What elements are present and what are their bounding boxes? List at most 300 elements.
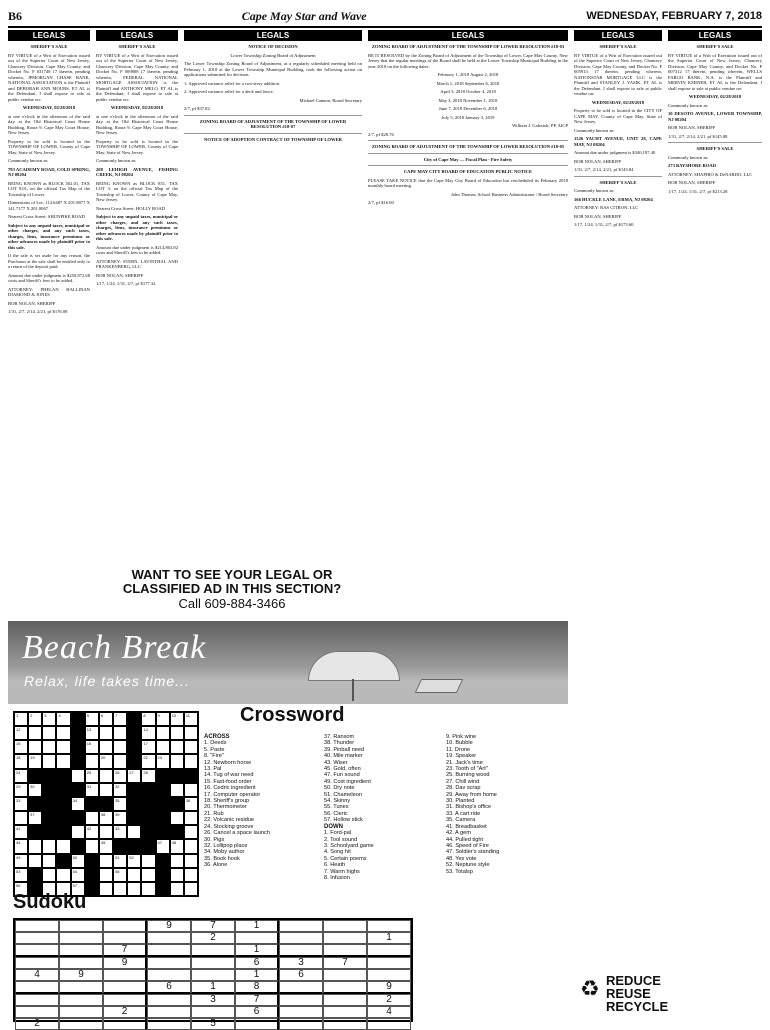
crossword-cell[interactable] xyxy=(85,740,99,754)
sudoku-cell: 4 xyxy=(367,1006,411,1018)
crossword-cell[interactable] xyxy=(113,769,127,783)
notice-title: ZONING BOARD OF ADJUSTMENT OF THE TOWNSHIP OF LOWER RESOLUTION #18-05 xyxy=(371,144,565,149)
umbrella-icon xyxy=(308,651,400,681)
beach-break-banner xyxy=(8,621,568,704)
publication-fee: 1/31, 2/7, 2/14, 2/21, pf $176.08 xyxy=(8,309,68,314)
sudoku-cell[interactable] xyxy=(15,1006,59,1018)
meeting-date: May 3, 2018 November 1, 2018 xyxy=(438,97,498,103)
crossword-cell[interactable] xyxy=(14,825,28,839)
crossword-cell[interactable] xyxy=(28,754,42,768)
clue-number: 14 xyxy=(143,727,148,733)
crossword-cell[interactable] xyxy=(85,754,99,768)
attorney: ATTORNEY: STERN, LAVINTHAL AND FRANKENBERG, LLC xyxy=(96,258,178,269)
crossword-black-square xyxy=(141,839,155,853)
sudoku-cell[interactable] xyxy=(191,957,235,969)
crossword-black-square xyxy=(56,825,70,839)
notice-paragraph: BY VIRTUE of a Writ of Execution issued out of the Superior Court of New Jersey, Chancery Division, Cape May County, and Docket No. F 007312 17 therein, pending wherein, WELLS FARGO BANK, N.A. is the Plaintiff and MERVIN KERNER, ET AL is the Defendant, I shall expose to sale at public vendue on: xyxy=(668,52,762,91)
crossword-cell[interactable] xyxy=(127,868,141,882)
property-address: 10 DESOTO AVENUE, LOWER TOWNSHIP, NJ 08204 xyxy=(668,111,762,122)
crossword-cell[interactable] xyxy=(99,740,113,754)
across-clue: 22. Volcanic residue xyxy=(204,817,255,824)
across-clue: 54. Skinny xyxy=(324,798,351,805)
crossword-black-square xyxy=(141,825,155,839)
crossword-black-square xyxy=(127,797,141,811)
crossword-black-square xyxy=(170,825,184,839)
sudoku-cell[interactable] xyxy=(279,1006,323,1018)
crossword-cell[interactable] xyxy=(71,825,85,839)
clue-number: 41 xyxy=(16,826,21,832)
sudoku-cell: 4 xyxy=(15,969,59,981)
clue-number: 23 xyxy=(157,755,162,761)
crossword-cell[interactable] xyxy=(85,783,99,797)
crossword-cell[interactable] xyxy=(85,726,99,740)
crossword-cell[interactable] xyxy=(184,882,198,896)
across-clue: 8. "Fire" xyxy=(204,753,224,760)
sudoku-cell: 6 xyxy=(147,981,191,994)
crossword-cell[interactable] xyxy=(184,839,198,853)
crossword-black-square xyxy=(28,868,42,882)
crossword-cell[interactable] xyxy=(184,825,198,839)
masthead: Cape May Star and Wave xyxy=(241,8,367,23)
crossword-cell[interactable] xyxy=(99,783,113,797)
notice-paragraph: PLEASE TAKE NOTICE that the Cape May City Board of Education has rescheduled its February 2018 monthly board meeting. xyxy=(368,177,568,188)
notice-paragraph: Amount due under judgment is $250,872.68 costs and Sheriff's fees to be added. xyxy=(8,272,90,283)
legals-column-1 xyxy=(8,30,90,575)
notice-paragraph: Dimensions of Lot: 114.6487 X 201.8877 X 141.7177 X 201.0067 xyxy=(8,200,90,211)
property-address: 793 ACADEMY ROAD, COLD SPRING, NJ 08204 xyxy=(8,166,90,177)
crossword-black-square xyxy=(127,726,141,740)
clue-list xyxy=(324,734,444,824)
crossword-cell[interactable] xyxy=(184,868,198,882)
sudoku-cell[interactable] xyxy=(147,932,191,944)
clue-number: 48 xyxy=(171,840,177,846)
sudoku-cell[interactable] xyxy=(103,932,147,944)
clue-number: 1 xyxy=(16,713,19,718)
across-clue: 57. Hollow stick xyxy=(324,817,363,824)
crossword-cell[interactable] xyxy=(28,839,42,853)
sudoku-cell[interactable] xyxy=(15,920,59,932)
sudoku-cell[interactable] xyxy=(191,944,235,957)
crossword-cell[interactable] xyxy=(14,797,28,811)
sudoku-cell[interactable] xyxy=(59,920,103,932)
across-clue: 55. Tunes xyxy=(324,804,349,811)
crossword-black-square xyxy=(85,797,99,811)
sudoku-cell[interactable] xyxy=(103,994,147,1006)
crossword-cell[interactable] xyxy=(170,754,184,768)
crossword-cell[interactable] xyxy=(113,726,127,740)
crossword-cell[interactable] xyxy=(28,712,42,726)
crossword-cell[interactable] xyxy=(113,740,127,754)
property-address: 273 BAYSHORE ROAD xyxy=(668,163,717,168)
crossword-cell[interactable] xyxy=(42,726,56,740)
crossword-cell[interactable] xyxy=(99,754,113,768)
sudoku-cell: 7 xyxy=(103,944,147,957)
sudoku-cell[interactable] xyxy=(59,932,103,944)
notice-paragraph: Commonly known as: xyxy=(668,102,709,108)
sudoku-cell[interactable] xyxy=(279,994,323,1006)
signature: John Thomas, School Business Administrator / Board Secretary xyxy=(450,191,568,197)
notice-paragraph: BY VIRTUE of a Writ of Execution issued out of the Superior Court of New Jersey, Chancery Division, Cape May County, and Docket No. F 005913 17 therein, pending wherein, NATIONSTAR MORTGAGE LLC is the Plaintiff and STANLEY J. YASIK, ET AL is the Defendant, I shall expose to sale at public vendue on: xyxy=(574,52,662,96)
across-clue: 21. Rub xyxy=(204,810,224,817)
crossword-black-square xyxy=(42,783,56,797)
crossword-cell[interactable] xyxy=(14,740,28,754)
sudoku-cell[interactable] xyxy=(147,957,191,969)
column-header: LEGALS xyxy=(96,30,178,41)
across-clue: 47. Fun sound xyxy=(324,772,360,779)
crossword-cell[interactable] xyxy=(99,839,113,853)
crossword-cell[interactable] xyxy=(42,868,56,882)
divider xyxy=(368,165,568,166)
crossword-cell[interactable] xyxy=(14,854,28,868)
down-clue: 2. Tool sound xyxy=(324,836,358,843)
crossword-cell[interactable] xyxy=(170,726,184,740)
clue-number: 55 xyxy=(115,868,120,874)
crossword-cell[interactable] xyxy=(127,769,141,783)
sudoku-cell[interactable] xyxy=(367,957,411,969)
sudoku-cell[interactable] xyxy=(147,969,191,981)
crossword-cell[interactable] xyxy=(71,797,85,811)
sudoku-cell: 3 xyxy=(279,957,323,969)
crossword-cell[interactable] xyxy=(85,769,99,783)
crossword-cell[interactable] xyxy=(99,854,113,868)
down-clue: 9. Pink wine xyxy=(446,734,477,740)
crossword-cell[interactable] xyxy=(99,825,113,839)
sudoku-cell[interactable] xyxy=(15,932,59,944)
crossword-cell[interactable] xyxy=(99,712,113,726)
crossword-cell[interactable] xyxy=(156,754,170,768)
crossword-cell[interactable] xyxy=(14,769,28,783)
sudoku-cell[interactable] xyxy=(103,981,147,994)
sudoku-cell[interactable] xyxy=(147,994,191,1006)
crossword-cell[interactable] xyxy=(184,712,198,726)
crossword-black-square xyxy=(71,712,85,726)
crossword-cell[interactable] xyxy=(99,769,113,783)
sale-date: WEDNESDAY, 02/28/2018 xyxy=(110,105,164,110)
crossword-cell[interactable] xyxy=(184,811,198,825)
notice-paragraph: If the sale is set aside for any reason, the Purchaser at the sale shall be entitled only to a return of the deposit paid. xyxy=(8,253,90,269)
notice-paragraph: Property to be sold is located in the TOWNSHIP OF LOWER, County of Cape May, State of New Jersey. xyxy=(8,138,90,155)
banner-title: Beach Break xyxy=(22,629,207,666)
sudoku-cell[interactable] xyxy=(323,944,367,957)
crossword-cell[interactable] xyxy=(28,783,42,797)
crossword-cell[interactable] xyxy=(184,783,198,797)
across-clue: 43. Wiser xyxy=(324,759,348,766)
crossword-cell[interactable] xyxy=(127,825,141,839)
sudoku-cell[interactable] xyxy=(147,1018,191,1030)
crossword-cell[interactable] xyxy=(141,740,155,754)
down-clue: 29. Away from home xyxy=(446,791,497,798)
crossword-cell[interactable] xyxy=(113,811,127,825)
sudoku-cell[interactable] xyxy=(103,969,147,981)
sudoku-cell[interactable] xyxy=(323,932,367,944)
crossword-cell[interactable] xyxy=(14,712,28,726)
crossword-cell[interactable] xyxy=(85,811,99,825)
crossword-cell[interactable] xyxy=(113,882,127,896)
property-address: 208 LEHIGH AVENUE, FISHING CREEK, NJ 08204 xyxy=(96,166,178,177)
crossword-cell[interactable] xyxy=(42,854,56,868)
crossword-cell[interactable] xyxy=(85,839,99,853)
crossword-cell[interactable] xyxy=(170,740,184,754)
crossword-cell[interactable] xyxy=(170,783,184,797)
publication-fee: 1/17, 1/24, 1/31, 2/7, pf $213.28 xyxy=(668,188,728,194)
sudoku-cell[interactable] xyxy=(59,994,103,1006)
down-clue: 5. Certain poems xyxy=(324,855,367,862)
crossword-cell[interactable] xyxy=(56,726,70,740)
crossword-cell[interactable] xyxy=(85,712,99,726)
crossword-cell[interactable] xyxy=(99,868,113,882)
crossword-cell[interactable] xyxy=(141,712,155,726)
down-heading: DOWN xyxy=(324,823,343,830)
crossword-cell[interactable] xyxy=(14,868,28,882)
legal-notice-text xyxy=(96,44,178,287)
attorney: ATTORNEY: SHAPIRO & DeNARDO, LLC xyxy=(668,171,753,177)
crossword-cell[interactable] xyxy=(127,882,141,896)
crossword-cell[interactable] xyxy=(141,854,155,868)
across-clue: 36. Alone xyxy=(204,862,228,869)
sudoku-cell[interactable] xyxy=(191,969,235,981)
sudoku-cell: 8 xyxy=(235,981,279,994)
sudoku-cell: 7 xyxy=(235,994,279,1006)
sudoku-cell[interactable] xyxy=(367,944,411,957)
crossword-cell[interactable] xyxy=(71,854,85,868)
sudoku-cell[interactable] xyxy=(323,1018,367,1030)
crossword-cell[interactable] xyxy=(184,754,198,768)
sale-date: WEDNESDAY, 02/28/2018 xyxy=(688,94,742,99)
notice-title: SHERIFF'S SALE xyxy=(696,44,734,49)
clue-number: 32 xyxy=(115,783,120,789)
sudoku-cell[interactable] xyxy=(323,920,367,932)
crossword-cell[interactable] xyxy=(113,783,127,797)
crossword-cell[interactable] xyxy=(141,868,155,882)
sudoku-cell[interactable] xyxy=(15,944,59,957)
crossword-cell[interactable] xyxy=(184,726,198,740)
crossword-cell[interactable] xyxy=(28,740,42,754)
crossword-cell[interactable] xyxy=(141,769,155,783)
crossword-cell[interactable] xyxy=(42,839,56,853)
crossword-cell[interactable] xyxy=(99,882,113,896)
crossword-cell[interactable] xyxy=(170,811,184,825)
sudoku-cell[interactable] xyxy=(15,957,59,969)
sudoku-cell[interactable] xyxy=(103,1018,147,1030)
sudoku-cell[interactable] xyxy=(147,1006,191,1018)
clue-number: 53 xyxy=(16,868,21,874)
property-address: 1526 YACHT AVENUE, UNIT 28, CAPE MAY, NJ 08204 xyxy=(574,136,662,147)
sale-date: WEDNESDAY, 02/28/2018 xyxy=(591,99,645,105)
clue-number: 42 xyxy=(86,826,92,832)
crossword-cell[interactable] xyxy=(42,740,56,754)
across-clue: 39. Pinball need xyxy=(324,746,365,753)
sudoku-cell[interactable] xyxy=(59,944,103,957)
crossword-cell[interactable] xyxy=(71,868,85,882)
publication-fee: 2/7, pf $28.76 xyxy=(368,131,394,137)
down-clue: 53. Totalsp xyxy=(446,868,473,875)
crossword-cell[interactable] xyxy=(113,712,127,726)
sudoku-cell[interactable] xyxy=(323,994,367,1006)
sudoku-cell[interactable] xyxy=(323,1006,367,1018)
down-clue: 28. Dav scrap xyxy=(446,785,481,792)
sudoku-cell[interactable] xyxy=(367,969,411,981)
sudoku-cell[interactable] xyxy=(279,981,323,994)
down-clue: 30. Planted xyxy=(446,798,475,805)
notice-title: City of Cape May — Fiscal Plan - Fire Safety xyxy=(423,156,513,162)
legal-notice-text xyxy=(668,44,762,194)
crossword-cell[interactable] xyxy=(56,754,70,768)
notice-title: SHERIFF'S SALE xyxy=(118,44,156,49)
crossword-cell[interactable] xyxy=(113,868,127,882)
crossword-cell[interactable] xyxy=(127,854,141,868)
crossword-black-square xyxy=(156,825,170,839)
crossword-cell[interactable] xyxy=(170,839,184,853)
crossword-cell[interactable] xyxy=(170,712,184,726)
crossword-cell[interactable] xyxy=(156,839,170,853)
meeting-date: February 1, 2018 August 2, 2018 xyxy=(437,72,499,77)
sudoku-cell[interactable] xyxy=(103,920,147,932)
across-clue: 24. Stocking groove xyxy=(204,823,254,830)
sudoku-cell: 9 xyxy=(147,920,191,932)
sudoku-cell[interactable] xyxy=(59,1018,103,1030)
sheriff: BOB NOLAN, SHERIFF xyxy=(574,158,622,164)
notice-paragraph: Commonly known as: xyxy=(574,127,615,133)
sudoku-cell: 1 xyxy=(191,981,235,994)
crossword-black-square xyxy=(127,754,141,768)
issue-date: WEDNESDAY, FEBRUARY 7, 2018 xyxy=(586,10,762,22)
sudoku-cell[interactable] xyxy=(323,981,367,994)
attorney: ATTORNEY: RAS CITRON, LLC xyxy=(574,205,639,210)
notice-title: ZONING BOARD OF ADJUSTMENT OF THE TOWNSHIP OF LOWER RESOLUTION #18-03 xyxy=(371,44,565,49)
crossword-cell[interactable] xyxy=(56,868,70,882)
crossword-title: Crossword xyxy=(240,704,345,726)
sudoku-cell[interactable] xyxy=(147,944,191,957)
crossword-cell[interactable] xyxy=(113,854,127,868)
down-clue: 33. A cart ride xyxy=(446,810,481,817)
notice-title: NOTICE OF ADOPTION CONTRACT OF TOWNSHIP OF LOWER xyxy=(204,136,342,142)
crossword-cell[interactable] xyxy=(113,754,127,768)
notice-paragraph: Nearest Cross Street: HOLLY ROAD xyxy=(96,205,166,211)
crossword-cell[interactable] xyxy=(14,811,28,825)
down-clue: 35. Camera xyxy=(446,817,476,824)
sudoku-cell[interactable] xyxy=(235,1018,279,1030)
crossword-cell[interactable] xyxy=(184,740,198,754)
clue-number: 50 xyxy=(72,854,78,860)
sudoku-cell[interactable] xyxy=(59,981,103,994)
crossword-cell[interactable] xyxy=(141,882,155,896)
sudoku-cell[interactable] xyxy=(279,920,323,932)
crossword-cell[interactable] xyxy=(170,868,184,882)
down-clue: 31. Bishop's office xyxy=(446,804,492,811)
clue-number: 25 xyxy=(86,769,92,775)
down-clue: 52. Neptune style xyxy=(446,862,490,869)
crossword-cell[interactable] xyxy=(156,726,170,740)
sudoku-cell[interactable] xyxy=(191,1006,235,1018)
crossword-cell[interactable] xyxy=(170,882,184,896)
across-clue: 14. Tug of war need xyxy=(204,772,254,779)
crossword-cell[interactable] xyxy=(28,811,42,825)
crossword-black-square xyxy=(71,811,85,825)
crossword-cell[interactable] xyxy=(14,839,28,853)
sudoku-cell[interactable] xyxy=(235,932,279,944)
crossword-black-square xyxy=(184,769,198,783)
sudoku-cell[interactable] xyxy=(15,994,59,1006)
sudoku-cell[interactable] xyxy=(279,932,323,944)
publication-fee: 1/31, 2/7, 2/14, 2/21, pf $145.88 xyxy=(668,133,728,139)
crossword-cell[interactable] xyxy=(42,712,56,726)
crossword-cell[interactable] xyxy=(71,769,85,783)
sudoku-cell[interactable] xyxy=(279,1018,323,1030)
crossword-cell[interactable] xyxy=(113,797,127,811)
crossword-cell[interactable] xyxy=(113,825,127,839)
crossword-cell[interactable] xyxy=(156,740,170,754)
recycle-icon: ♻ xyxy=(580,976,600,1001)
across-clue: 15. Fast-food order xyxy=(204,778,252,785)
sudoku-grid xyxy=(13,918,413,1029)
sudoku-cell: 1 xyxy=(235,969,279,981)
notice-paragraph: BY VIRTUE of a Writ of Execution issued out of the Superior Court of New Jersey, Chancery Division, Cape May County, and Docket No. F 009808 17 therein, pending wherein, FEDERAL NATIONAL MORTGAGE ASSOCIATION is the Plaintiff and ANTHONY MELO, ET AL is the Defendant, I shall expose to sale at public vendue on: xyxy=(96,52,178,102)
crossword-cell[interactable] xyxy=(14,754,28,768)
classified-ad-callout xyxy=(96,568,368,614)
crossword-cell[interactable] xyxy=(56,839,70,853)
down-clue: 10. Bubble xyxy=(446,740,473,747)
crossword-cell[interactable] xyxy=(56,740,70,754)
sudoku-cell[interactable] xyxy=(59,1006,103,1018)
crossword-cell[interactable] xyxy=(14,726,28,740)
sheriff: BOB NOLAN, SHERIFF xyxy=(668,125,716,130)
across-clue: 40. Mile marker xyxy=(324,753,363,760)
crossword-black-square xyxy=(127,712,141,726)
notice-paragraph: at one o'clock in the afternoon of the said day, at the Old Historical Court House Building, Route 9, Cape May Court House, New Jersey. xyxy=(96,113,178,135)
crossword-cell[interactable] xyxy=(141,754,155,768)
crossword-cell[interactable] xyxy=(156,712,170,726)
crossword-cell[interactable] xyxy=(141,726,155,740)
crossword-cell[interactable] xyxy=(184,797,198,811)
crossword-cell[interactable] xyxy=(28,726,42,740)
clue-number: 52 xyxy=(129,854,134,860)
down-clue: 7. Warm highs xyxy=(324,868,360,875)
crossword-cell[interactable] xyxy=(99,726,113,740)
crossword-cell[interactable] xyxy=(85,825,99,839)
crossword-cell[interactable] xyxy=(14,783,28,797)
publication-fee: 1/17, 1/24, 1/31, 2/7, pf $177.32 xyxy=(96,281,156,286)
crossword-cell[interactable] xyxy=(99,811,113,825)
notice-paragraph: BEING KNOWN as BLOCK 502.01, TAX LOT 9.01, on the official Tax Map of the Township of Lower. xyxy=(8,180,90,197)
sudoku-cell[interactable] xyxy=(367,1018,411,1030)
clue-number: 29 xyxy=(16,783,21,789)
clue-number: 4 xyxy=(58,713,61,718)
sudoku-cell[interactable] xyxy=(367,920,411,932)
sudoku-cell[interactable] xyxy=(59,957,103,969)
down-clue: 21. Jack's time xyxy=(446,759,483,766)
across-clue: 50. Dry note xyxy=(324,785,355,792)
across-clue: 17. Computer operator xyxy=(204,791,261,798)
crossword-black-square xyxy=(156,854,170,868)
crossword-black-square xyxy=(56,854,70,868)
sudoku-cell[interactable] xyxy=(323,969,367,981)
column-header: LEGALS xyxy=(574,30,662,41)
crossword-cell[interactable] xyxy=(28,854,42,868)
clue-number: 44 xyxy=(16,840,21,846)
notice-paragraph: at one o'clock in the afternoon of the said day, at the Old Historical Court House Building, Route 9, Cape May Court House, New Jersey. xyxy=(8,113,90,135)
sudoku-cell: 1 xyxy=(367,932,411,944)
notice-title: SHERIFF'S SALE xyxy=(30,44,68,49)
crossword-cell[interactable] xyxy=(170,854,184,868)
down-clue: 1. Ford-pal xyxy=(324,830,352,837)
sudoku-cell[interactable] xyxy=(279,944,323,957)
sudoku-cell[interactable] xyxy=(15,981,59,994)
crossword-cell[interactable] xyxy=(56,712,70,726)
crossword-cell[interactable] xyxy=(184,854,198,868)
sheriff: BOB NOLAN, SHERIFF xyxy=(668,180,716,185)
divider xyxy=(668,142,762,143)
crossword-cell[interactable] xyxy=(42,754,56,768)
